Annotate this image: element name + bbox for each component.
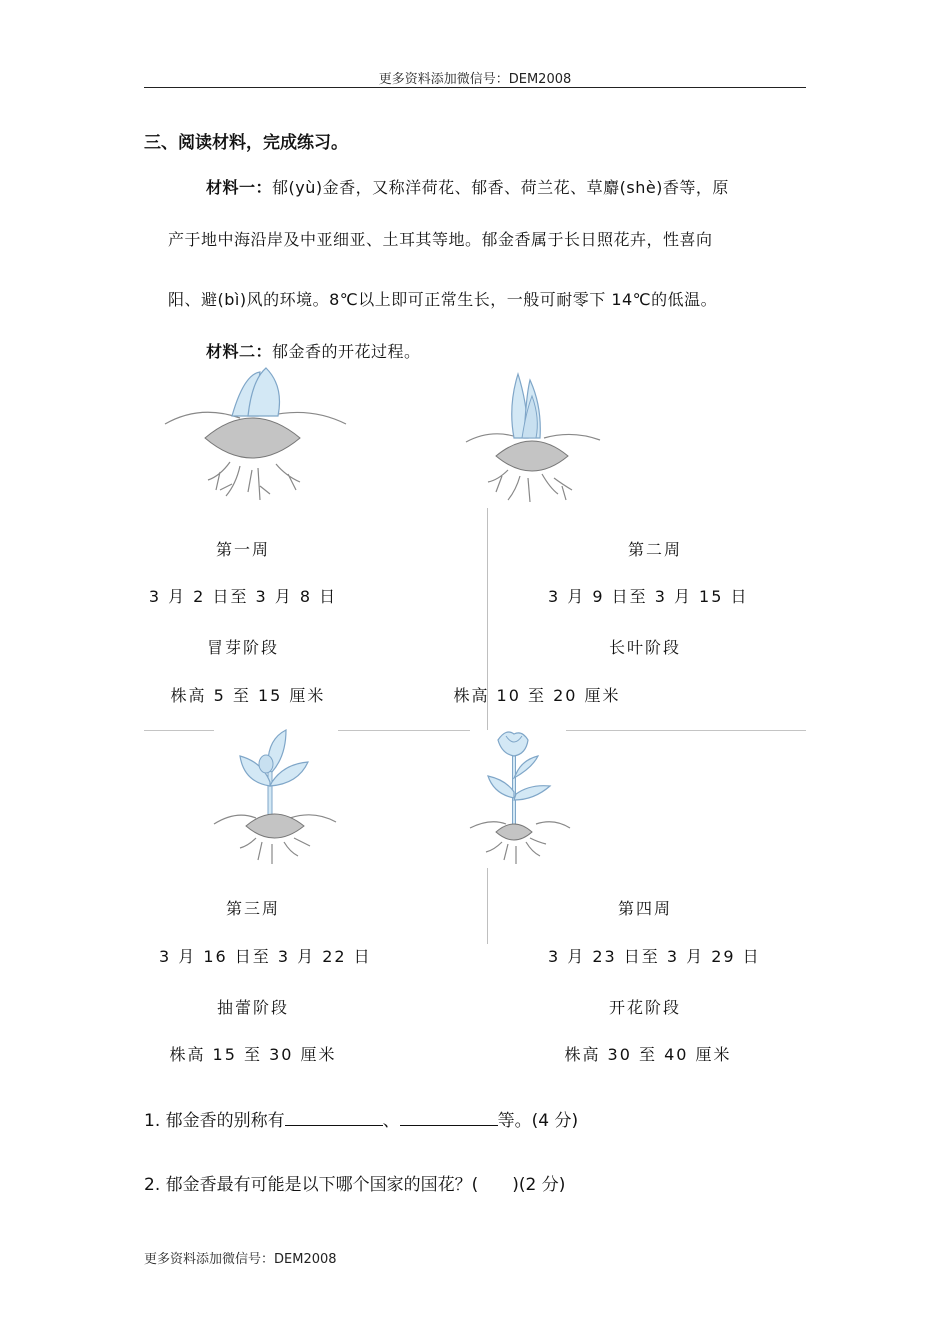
answer-blank-2[interactable] — [400, 1111, 498, 1126]
material-one-line-3: 阳、避(bì)风的环境。8℃以上即可正常生长，一般可耐零下 14℃的低温。 — [168, 290, 718, 309]
section-title: 三、阅读材料，完成练习。 — [144, 133, 348, 153]
stage-3-week: 第三周 — [225, 899, 280, 918]
stage-1-week: 第一周 — [215, 540, 270, 559]
material-two-label: 材料二： — [206, 342, 273, 361]
stage-3-dates: 3 月 16 日至 3 月 22 日 — [159, 947, 372, 966]
question-1-prefix: 1. 郁金香的别称有 — [144, 1111, 285, 1131]
stage-1-phase: 冒芽阶段 — [206, 638, 279, 657]
budding-plant-icon — [210, 726, 340, 866]
material-one-line-1 — [206, 175, 729, 198]
header-rule — [144, 87, 806, 88]
grid-divider-horizontal-2 — [338, 730, 470, 731]
stage-4-height: 株高 30 至 40 厘米 — [564, 1045, 732, 1064]
question-2: 2. 郁金香最有可能是以下哪个国家的国花？( )(2 分) — [144, 1175, 566, 1195]
answer-blank-1[interactable] — [285, 1111, 383, 1126]
material-one-label: 材料一： — [206, 178, 273, 197]
question-1-suffix: 等。(4 分) — [497, 1111, 579, 1131]
stage-2-phase: 长叶阶段 — [608, 638, 681, 657]
grid-divider-horizontal-1 — [144, 730, 214, 731]
question-1-separator: 、 — [382, 1111, 400, 1131]
question-1 — [144, 1106, 578, 1131]
stage-2-dates: 3 月 9 日至 3 月 15 日 — [548, 587, 749, 606]
stage-4-phase: 开花阶段 — [608, 998, 681, 1017]
stage-1-height: 株高 5 至 15 厘米 — [170, 686, 326, 705]
material-one-text-1: 郁(yù)金香，又称洋荷花、郁香、荷兰花、草麝(shè)香等，原 — [272, 178, 729, 197]
page-footer: 更多资料添加微信号：DEM2008 — [144, 1252, 337, 1267]
stage-4-dates: 3 月 23 日至 3 月 29 日 — [548, 947, 761, 966]
material-two-line — [206, 339, 421, 362]
grid-divider-horizontal-3 — [566, 730, 806, 731]
stage-3-height: 株高 15 至 30 厘米 — [169, 1045, 337, 1064]
sprouting-bulb-icon — [160, 366, 350, 506]
stage-3-phase: 抽蕾阶段 — [216, 998, 289, 1017]
stage-1-dates: 3 月 2 日至 3 月 8 日 — [148, 587, 338, 606]
blooming-tulip-icon — [466, 726, 572, 866]
stage-4-week: 第四周 — [617, 899, 672, 918]
material-one-line-2: 产于地中海沿岸及中亚细亚、土耳其等地。郁金香属于长日照花卉，性喜向 — [168, 230, 713, 249]
leafing-bulb-icon — [462, 366, 604, 506]
stage-2-height: 株高 10 至 20 厘米 — [453, 686, 621, 705]
stage-2-week: 第二周 — [627, 540, 682, 559]
material-two-text: 郁金香的开花过程。 — [272, 342, 421, 361]
grid-divider-vertical-bottom — [487, 868, 488, 944]
page-header: 更多资料添加微信号：DEM2008 — [378, 72, 572, 87]
